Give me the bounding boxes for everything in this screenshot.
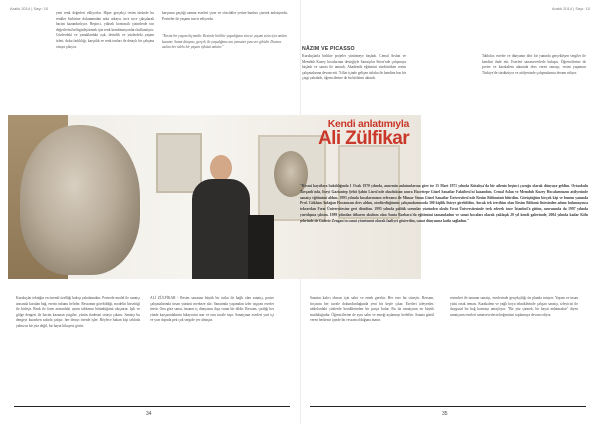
bottom-column-4: resimleri ile tanınan sanatçı, eserlerinde gerçekçiliği ön planda tutuyor. Yaşam ve insan yüzü ortak teması. Karakalem ve yağlı boya tekniklerinde çalışan sanatçı, izleyicisi ile duygusal bir bağ kurmayı amaçlıyor. "Bir yüz çizmek, bir hayat anlatmaktır" diyen sanatçının eserleri sanatseverlerin beğenisini toplamaya devam ediyor.	[450, 296, 578, 317]
feature-title: Ali Zülfikar	[318, 128, 409, 149]
top-column-2: karşısına geçtiği zaman eserleri çizer ve sözcükler yerine bunları çizerek anlatıyordu. Portreler ile yaşamı tasvir ediyordu.	[162, 11, 288, 21]
page-number-left: 34	[146, 411, 152, 417]
speaker-head	[210, 155, 232, 181]
section-title: NÂZIM VE PICASSO	[302, 46, 355, 52]
page-number-right: 35	[442, 411, 448, 417]
feature-intro: "Resmi kayıtlara bakıldığında 1 Ocak 1970 yılında, annemin anlatımlarına göre ise 15 Mart 1971 yılında Kütahya'da bir ailenin beşinci çocuğu olarak dünyaya geldim. Ortaokulu Tavşanlı'nda, liseyi Gaziantep Şehit Şahin Lisesi'nde okuduktan sonra Hacettepe Güzel Sanatlar Fakültesi'ni kazandım. Cemal Aslan ve Memduh Kuzey Hocalarımızın atölyesinde sanatçı eğitimimi aldım. 1993 yılında hocalarımızın referansı ile Mimar Sinan Güzel Sanatlar Üniversitesi'nde Resim Bölümünü bitirdim. Görüştüğüm birçok kişi ve bunun yanında Prof. Gökhan Anlağan Hocamızın ders aldım, sürdürdüğümüz çalışmalarımızda 300 kişilik listeye girebildim. Ancak tek tercihim olan Resim Bölümü listesinden adımı bulamayınca tekrardan Fırat Üniversitesine geri döndüm. 1995 yılında politik sorunlar yüzünden okulu Fırat Üniversitesinde terk ederek önce İstanbul'a gittim, sonrasında da 1997 yılında yurtdışına çıktım. 1999 yılından itibaren okulum olan Santa Barbara'da eğitimimi tamamladım ve sanat hocaları olarak yaklaşık 20 yıl kendi galerimde, 2004 yılında kadar Köln şehrinde de Galerie Zengan'ın sanat yönetmeni olarak faaliyet gösterdim, sanat dünyasına katkı sağladım."	[300, 184, 588, 223]
feature-title-block	[299, 118, 409, 150]
speaker-body	[192, 179, 250, 279]
top-column-3: Kuruluşlarla birlikte projeler yürütmeye başladı. Cemal Arslan ve Memduh Kuzey hocalarının desteğiyle Sanatçılar Sitesi'nde çalışmaya başladı ve sanatı ile tanındı. Akademik eğitimini sürdürürken resim çalışmalarına devam etti. Yıllar içinde gelişen üslubu ile kendine has bir çizgi yakaladı, öğrencilerine de bu birikimi aktardı.	[302, 54, 406, 81]
bottom-column-3: Sanatın kalıcı olması için sabır ve emek gerekir. Her eser bir süreçtir. Ressam, fırçasını her tuvale dokundurduğunda yeni bir keşfe çıkar. Eserleri izleyenler, tablolardaki yüzlerde kendilerinden bir parça bulur. Bu da sanatçının en büyük mutluluğudur. Öğrencilerine de aynı sabrı ve emeği aşılamayı hedefler. Sanata gönül veren herkesin içinde bir ressam olduğuna inanır.	[310, 296, 434, 323]
lectern	[248, 215, 274, 279]
feature-kicker: Kendi anlatımıyla	[327, 118, 409, 130]
top-column-1: yeni renk değerleri ekliyorlar. Hiper gerçekçi resim türünde bu renkler birbirine dokunmadan arka arkaya, ince ince çalışılarak hacim kazandırılıyor. Beşinci, yüksek kontrastlı çizimlerde ton değerlerini belirginleştirmek için renk kombinasyonları kullanılıyor. Gözlerdeki ve yanaklardaki ışık, derinlik ve yüzlerdeki yaşam izleri, doku farklılığı, karşıtlık ve renk tonları ile detaylı bir çalışma ortaya çıkıyor.	[56, 11, 154, 49]
speaker-figure	[186, 155, 256, 279]
top-pull-quote: "Resim bir yaşam biçimidir. Resimle birlikte yaşadığınız sürece yaşam sizin için anlam kazanır. Sanat dünyası, gerçek ile yaşadığınız anı yansıtan pencere gibidir. Duvara asılan her tablo bir yaşam öyküsü anlatır."	[162, 34, 287, 50]
top-column-4: Tablolar, eserler ve dünyanın dört bir yanında gerçekleşen sergiler ile kendini ifade etti. Eserleri sanatseverlerle buluştu. Öğrencilerine de portre ve karakalem alanında ders veren sanatçı, resim yaşamını Türkiye'de sürdürüyor ve atölyesinde çalışmalarına devam ediyor.	[482, 54, 586, 75]
running-header-right: Aralık 2014 | Sayı: 10	[551, 6, 590, 11]
portrait-painting-old-man	[20, 125, 140, 275]
bottom-column-2: ALİ ZÜLFİKAR - Resim sanatına büyük bir tutku ile bağlı olan sanatçı, portre çalışmalarında insan yüzünü merkeze alır. Sanatında yaşamdan izler taşıyan eserler üretir. Ona göre sanat, insanın iç dünyasını dışa vuran bir dildir. Ressam, çizdiği her yüzde karşısındakinin hikayesini arar ve onu tuvale taşır. Sanatçının eserleri yurt içi ve yurt dışında pek çok sergide yer almıştır.	[150, 296, 274, 323]
footer-rule-right	[310, 406, 586, 407]
footer-rule-left	[14, 406, 290, 407]
bottom-column-1: Kuruluşlar tekniğin en önemli özelliği bakışı yakalamaktır. Portrede model ile sanatçı arasında kurulan bağ, eserin ruhunu belirler. Ressamın görebildiği, modelin hissettiği ile birleşir. Renk ile form arasındaki uyum tablonun bütünlüğünü oluşturur. Işık ve gölge dengesi ile hacim kazanan çizgiler, yüzün ifadesini ortaya çıkarır. Sanatçı bu dengeyi kurarken sabırla çalışır, her detayı özenle işler. Böylece bakan kişi tabloda yalnızca bir yüz değil, bir hayat hikayesi görür.	[16, 296, 140, 328]
running-header-left: Aralık 2014 | Sayı: 10	[10, 6, 49, 11]
